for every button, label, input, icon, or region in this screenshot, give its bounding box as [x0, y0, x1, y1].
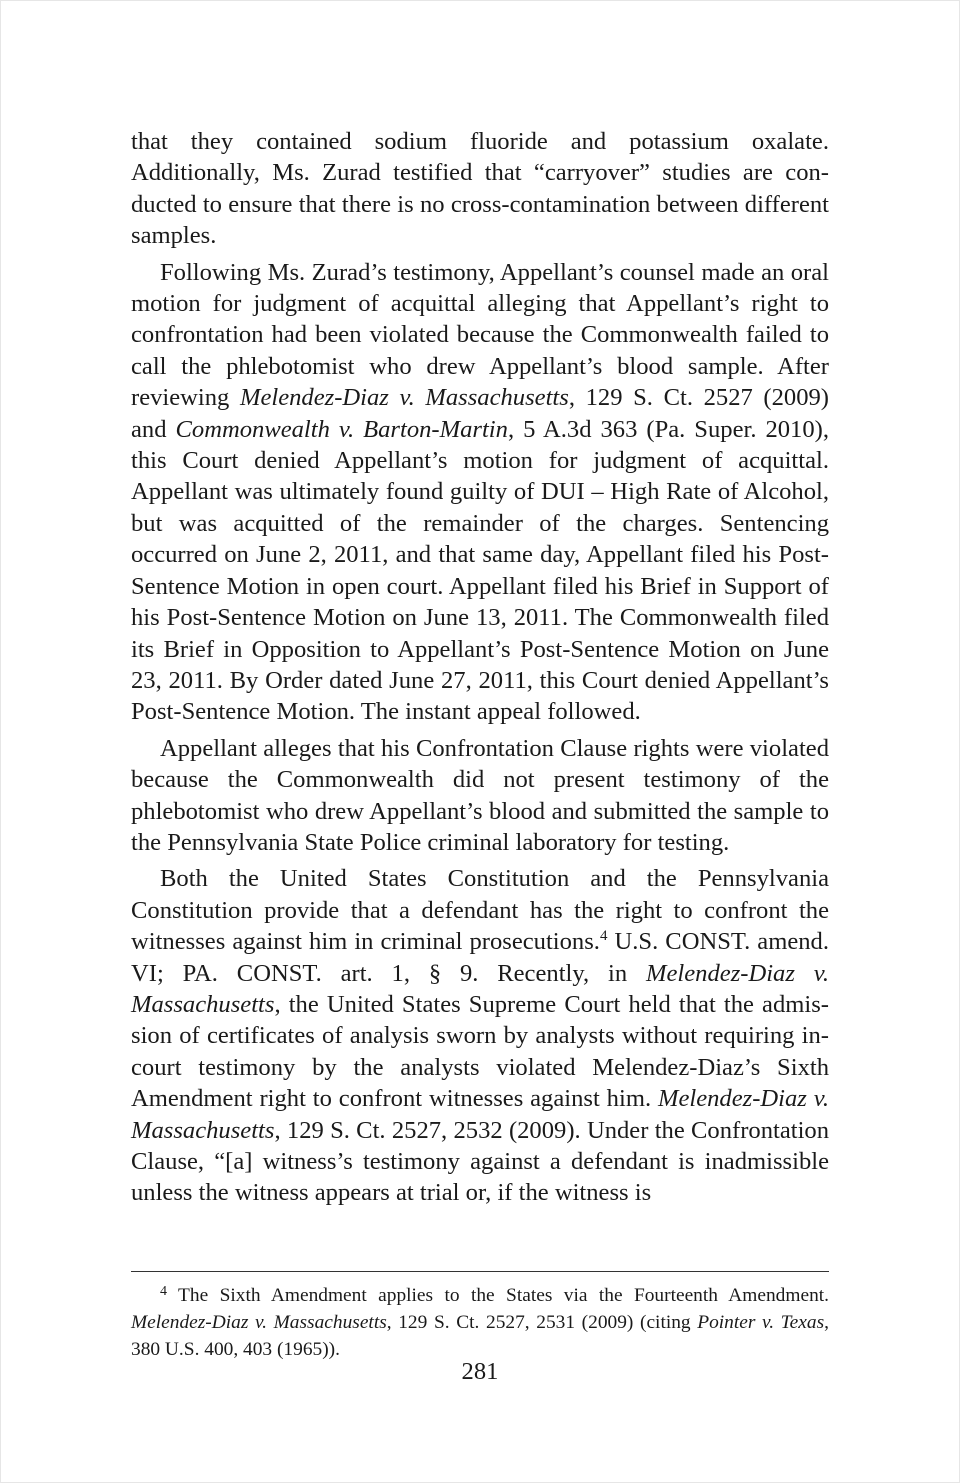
case-citation-melendez-diaz-3: Melendez-Diaz v. Massachusetts [131, 1085, 829, 1144]
case-citation-barton-martin: Commonwealth v. Barton-Martin [175, 415, 508, 443]
paragraph-2-text-b: , 129 S. Ct. 2527 (2009) and [131, 384, 829, 443]
footnote-mark: 4 [160, 1284, 167, 1299]
footnote-divider [131, 1271, 829, 1272]
paragraph-4-text-a: Both the United States Constitution and the Pennsylvania Constitution provide that a defendant has the right to confront the witnesses against him in criminal prosecutions. [131, 865, 829, 956]
paragraph-2 [131, 257, 829, 728]
footnote [131, 1282, 829, 1363]
footnote-text-c: , 380 U.S. 400, 403 (1965)). [131, 1312, 829, 1360]
footnote-case-melendez-diaz: Melendez-Diaz v. Massachusetts [131, 1312, 387, 1333]
paragraph-1 [131, 126, 829, 252]
paragraph-2-text-a: Following Ms. Zurad’s testimony, Appellant’s counsel made an oral motion for judgment of acquittal alleging that Appellant’s right to confrontation had been violated because the Commonwealth failed to call the phlebotomist who drew Appellant’s blood sample. After reviewing [131, 258, 829, 412]
body-text [131, 126, 829, 1209]
page-number: 281 [461, 1358, 499, 1385]
footnote-reference[interactable]: 4 [599, 928, 608, 945]
case-citation-melendez-diaz: Melendez-Diaz v. Massachusetts [239, 384, 569, 412]
footnote-4 [131, 1282, 829, 1363]
paragraph-3-text: Appellant alleges that his Confrontation Clause rights were violated because the Commonwealth did not present testimony of the phlebotomist who drew Appellant’s blood and submitted the sample to the Pennsylvania State Police criminal laboratory for testing. [131, 734, 829, 856]
paragraph-3 [131, 733, 829, 859]
footnote-text-a: The Sixth Amendment applies to the States via the Fourteenth Amendment. [167, 1285, 829, 1306]
paragraph-4-text-c: , the United States Supreme Court held that the admission of certificates of analysis sworn by analysts without requiring in-court testimony by the analysts violated Melendez-Diaz’s Sixth Amendment right to confront witnesses against him. [131, 990, 829, 1113]
paragraph-1-text: that they contained sodium fluoride and potassium oxalate. Additionally, Ms. Zurad testified that “carryover” studies are conducted to ensure that there is no cross-contamination between different samples. [131, 128, 829, 250]
paragraph-4 [131, 863, 829, 1208]
paragraph-4-text-d: , 129 S. Ct. 2527, 2532 (2009). Under the Confrontation Clause, “[a] witness’s testimony against a defendant is inadmissible unless the witness appears at trial or, if the witness is [131, 1116, 829, 1207]
footnote-text-b: , 129 S. Ct. 2527, 2531 (2009) (citing [386, 1312, 698, 1333]
footnote-case-pointer: Pointer v. Texas [697, 1312, 825, 1333]
paragraph-4-text-b: U.S. CONST. amend. VI; PA. CONST. art. 1, § 9. Recently, in [131, 928, 829, 987]
case-citation-melendez-diaz-2: Melendez-Diaz v. Massachusetts [131, 959, 829, 1018]
paragraph-2-text-c: , 5 A.3d 363 (Pa. Super. 2010), this Court denied Appellant’s motion for judgment of acquittal. Appellant was ultimately found guilty of DUI – High Rate of Alcohol, but was acquitted of the remainder of the charges. Sentencing occurred on June 2, 2011, and that same day, Appellant filed his Post-Sentence Motion in open court. Appellant filed his Brief in Support of his Post-Sentence Motion on June 13, 2011. The Commonwealth filed its Brief in Opposition to Appellant’s Post-Sentence Motion on June 23, 2011. By Order dated June 27, 2011, this Court denied Appellant’s Post-Sentence Motion. The instant appeal followed. [131, 415, 829, 726]
